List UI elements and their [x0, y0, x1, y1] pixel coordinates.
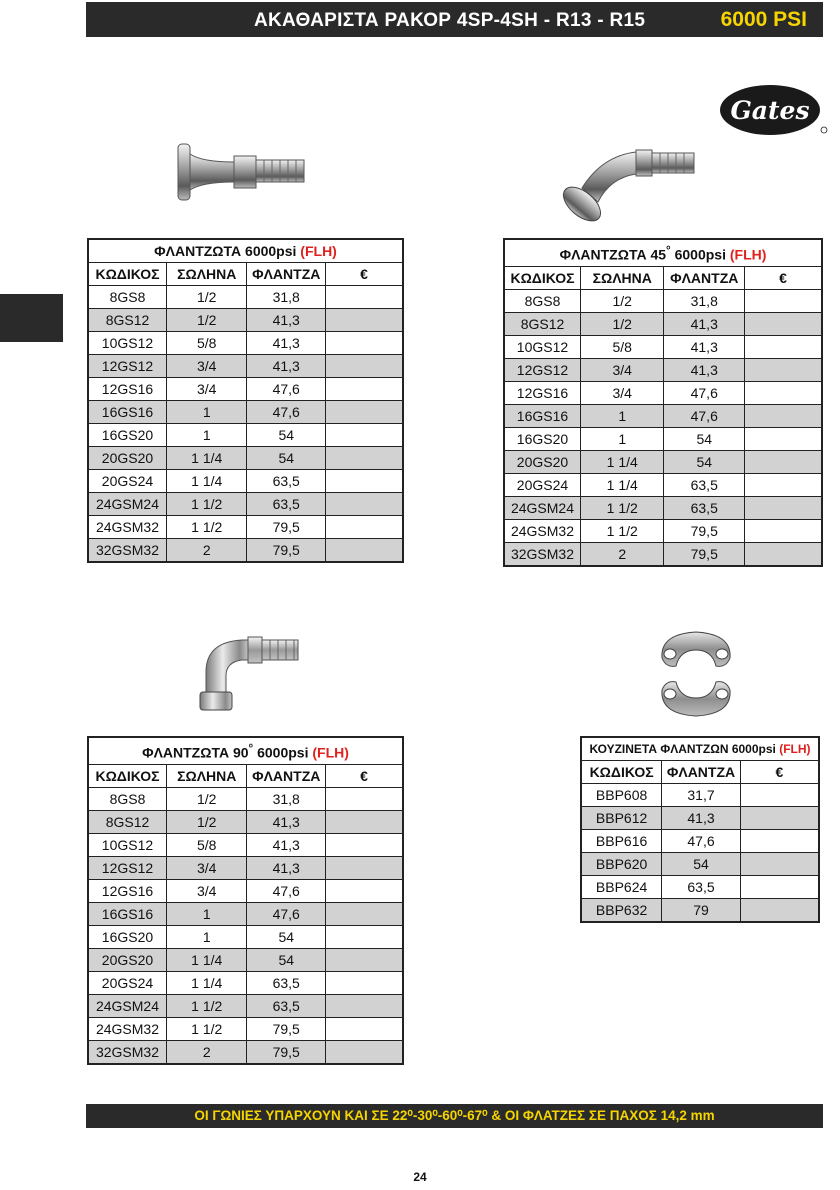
cell-code: 10GS12	[88, 332, 166, 355]
table-row	[581, 830, 819, 853]
cell-code: 8GS12	[88, 810, 166, 833]
cell-code: 24GSM32	[504, 519, 580, 542]
cell-code: 12GS16	[88, 378, 166, 401]
cell-flange: 47,6	[664, 404, 745, 427]
cell-code: BBP616	[581, 830, 662, 853]
gates-logo	[718, 82, 828, 138]
cell-price	[744, 404, 822, 427]
table-row	[88, 1017, 403, 1040]
cell-flange: 41,3	[247, 332, 325, 355]
cell-flange: 47,6	[664, 381, 745, 404]
cell-price	[325, 493, 403, 516]
cell-price	[744, 519, 822, 542]
col-price: €	[325, 263, 403, 286]
cell-hose: 3/4	[580, 358, 664, 381]
table-row	[88, 355, 403, 378]
cell-code: 32GSM32	[504, 542, 580, 566]
cell-code: 24GSM24	[88, 994, 166, 1017]
cell-hose: 1 1/2	[166, 516, 247, 539]
flange-90-fitting-table	[87, 736, 404, 1065]
cell-hose: 1/2	[166, 787, 247, 810]
cell-price	[744, 473, 822, 496]
cell-hose: 1/2	[166, 309, 247, 332]
cell-flange: 31,8	[664, 289, 745, 312]
table-row	[88, 879, 403, 902]
straight-flange-fitting-image	[172, 140, 312, 204]
cell-code: BBP612	[581, 807, 662, 830]
table-row	[504, 473, 822, 496]
cell-price	[325, 856, 403, 879]
footer-note: ΟΙ ΓΩΝΙΕΣ ΥΠΑΡΧΟΥΝ ΚΑΙ ΣΕ 22⁰-30⁰-60⁰-67⁰ & ΟΙ ΦΛΑΤΖΕΣ ΣΕ ΠΑΧΟΣ 14,2 mm	[86, 1104, 823, 1128]
cell-code: 16GS20	[88, 925, 166, 948]
cell-hose: 3/4	[166, 856, 247, 879]
cell-price	[744, 542, 822, 566]
cell-code: 16GS20	[88, 424, 166, 447]
table-row	[88, 833, 403, 856]
table-row	[88, 401, 403, 424]
cell-price	[325, 424, 403, 447]
cell-code: 8GS8	[504, 289, 580, 312]
table-row	[88, 994, 403, 1017]
table-row	[504, 450, 822, 473]
col-code: ΚΩΔΙΚΟΣ	[504, 266, 580, 289]
col-code: ΚΩΔΙΚΟΣ	[88, 764, 166, 787]
cell-hose: 3/4	[166, 378, 247, 401]
col-price: €	[740, 761, 819, 784]
cell-code: 20GS24	[88, 971, 166, 994]
cell-flange: 54	[662, 853, 741, 876]
cell-flange: 41,3	[664, 358, 745, 381]
cell-flange: 31,8	[247, 787, 325, 810]
cell-hose: 1 1/4	[166, 971, 247, 994]
cell-price	[740, 853, 819, 876]
cell-flange: 41,3	[664, 335, 745, 358]
cell-price	[744, 450, 822, 473]
cell-price	[325, 833, 403, 856]
col-flange: ΦΛΑΝΤΖΑ	[662, 761, 741, 784]
table-caption: ΦΛΑΝΤΖΩΤΑ 45° 6000psi (FLH)	[504, 239, 822, 266]
cell-price	[744, 335, 822, 358]
cell-hose: 1 1/4	[166, 948, 247, 971]
table-row	[581, 807, 819, 830]
cell-flange: 54	[247, 447, 325, 470]
col-hose: ΣΩΛΗΝΑ	[166, 263, 247, 286]
cell-flange: 63,5	[247, 493, 325, 516]
table-row	[88, 378, 403, 401]
cell-flange: 41,3	[247, 810, 325, 833]
header-banner	[86, 2, 823, 37]
table-row	[88, 516, 403, 539]
table-row	[504, 519, 822, 542]
table-row	[504, 381, 822, 404]
cell-flange: 47,6	[247, 902, 325, 925]
table-row	[581, 784, 819, 807]
cell-flange: 54	[247, 424, 325, 447]
flange-fitting-table	[87, 238, 404, 563]
cell-flange: 79,5	[247, 1040, 325, 1064]
cell-hose: 1 1/2	[166, 1017, 247, 1040]
cell-flange: 41,3	[247, 309, 325, 332]
cell-price	[325, 810, 403, 833]
cell-price	[325, 447, 403, 470]
cell-flange: 54	[664, 427, 745, 450]
cell-flange: 79,5	[247, 516, 325, 539]
cell-hose: 3/4	[166, 355, 247, 378]
flange-45-fitting-table	[503, 238, 823, 567]
table-row	[581, 876, 819, 899]
cell-price	[325, 378, 403, 401]
cell-price	[325, 332, 403, 355]
cell-code: BBP632	[581, 899, 662, 923]
cell-flange: 41,3	[247, 355, 325, 378]
cell-flange: 47,6	[662, 830, 741, 853]
cell-hose: 1/2	[580, 312, 664, 335]
table-row	[504, 404, 822, 427]
cell-code: 20GS20	[504, 450, 580, 473]
table-row	[504, 335, 822, 358]
cell-hose: 1	[580, 404, 664, 427]
cell-flange: 47,6	[247, 378, 325, 401]
cell-flange: 41,3	[662, 807, 741, 830]
cell-code: 20GS20	[88, 447, 166, 470]
cell-hose: 5/8	[166, 833, 247, 856]
cell-code: 32GSM32	[88, 1040, 166, 1064]
side-tab	[0, 294, 63, 342]
table-row	[88, 470, 403, 493]
table-row	[88, 332, 403, 355]
cell-code: 12GS12	[88, 856, 166, 879]
cell-code: BBP624	[581, 876, 662, 899]
col-price: €	[744, 266, 822, 289]
table-caption: ΦΛΑΝΤΖΩΤΑ 90° 6000psi (FLH)	[88, 737, 403, 764]
cell-code: 12GS12	[88, 355, 166, 378]
cell-flange: 63,5	[247, 994, 325, 1017]
cell-code: 12GS16	[88, 879, 166, 902]
cell-hose: 5/8	[580, 335, 664, 358]
cell-code: 24GSM24	[88, 493, 166, 516]
cell-hose: 1	[166, 424, 247, 447]
cell-flange: 63,5	[247, 470, 325, 493]
cell-flange: 79,5	[247, 1017, 325, 1040]
cell-hose: 1 1/2	[580, 496, 664, 519]
cell-flange: 41,3	[664, 312, 745, 335]
page-title: ΑΚΑΘΑΡΙΣΤΑ ΡΑΚΟΡ 4SP-4SH - R13 - R15	[254, 10, 646, 31]
cell-price	[744, 496, 822, 519]
cell-flange: 54	[247, 925, 325, 948]
table-row	[581, 853, 819, 876]
cell-price	[744, 289, 822, 312]
cell-flange: 47,6	[247, 401, 325, 424]
table-row	[581, 899, 819, 923]
table-row	[88, 447, 403, 470]
cell-hose: 1/2	[166, 286, 247, 309]
table-row	[88, 856, 403, 879]
cell-price	[325, 902, 403, 925]
col-hose: ΣΩΛΗΝΑ	[166, 764, 247, 787]
flange-clamp-table	[580, 736, 820, 923]
cell-flange: 79,5	[664, 519, 745, 542]
cell-flange: 79,5	[247, 539, 325, 563]
cell-code: 10GS12	[504, 335, 580, 358]
cell-flange: 41,3	[247, 833, 325, 856]
cell-flange: 54	[247, 948, 325, 971]
cell-price	[325, 994, 403, 1017]
cell-hose: 5/8	[166, 332, 247, 355]
cell-code: 20GS24	[88, 470, 166, 493]
cell-hose: 2	[166, 1040, 247, 1064]
page-number: 24	[413, 1170, 427, 1184]
cell-price	[325, 470, 403, 493]
col-hose: ΣΩΛΗΝΑ	[580, 266, 664, 289]
cell-price	[325, 516, 403, 539]
table-row	[88, 925, 403, 948]
cell-hose: 1	[580, 427, 664, 450]
cell-code: 16GS16	[504, 404, 580, 427]
cell-price	[740, 784, 819, 807]
cell-price	[325, 355, 403, 378]
table-row	[88, 493, 403, 516]
cell-hose: 1 1/4	[580, 450, 664, 473]
cell-code: 10GS12	[88, 833, 166, 856]
table-caption: ΦΛΑΝΤΖΩΤΑ 6000psi (FLH)	[88, 239, 403, 263]
cell-price	[744, 427, 822, 450]
table-row	[88, 971, 403, 994]
table-row	[88, 810, 403, 833]
cell-code: 16GS20	[504, 427, 580, 450]
col-price: €	[325, 764, 403, 787]
cell-code: 24GSM32	[88, 516, 166, 539]
cell-hose: 1 1/2	[166, 493, 247, 516]
cell-flange: 63,5	[664, 473, 745, 496]
table-row	[88, 309, 403, 332]
cell-flange: 79	[662, 899, 741, 923]
cell-price	[740, 830, 819, 853]
table-row	[504, 289, 822, 312]
col-flange: ΦΛΑΝΤΖΑ	[664, 266, 745, 289]
cell-hose: 3/4	[166, 879, 247, 902]
cell-price	[740, 807, 819, 830]
cell-hose: 3/4	[580, 381, 664, 404]
cell-hose: 1	[166, 902, 247, 925]
col-flange: ΦΛΑΝΤΖΑ	[247, 263, 325, 286]
cell-price	[325, 925, 403, 948]
cell-flange: 63,5	[662, 876, 741, 899]
cell-code: 12GS16	[504, 381, 580, 404]
table-row	[88, 902, 403, 925]
flange-clamp-halves-image	[656, 628, 736, 718]
cell-price	[325, 401, 403, 424]
cell-price	[325, 309, 403, 332]
cell-price	[740, 876, 819, 899]
cell-hose: 1 1/4	[166, 447, 247, 470]
cell-price	[744, 312, 822, 335]
table-row	[88, 424, 403, 447]
cell-flange: 63,5	[664, 496, 745, 519]
table-row	[88, 539, 403, 563]
table-row	[88, 948, 403, 971]
cell-code: 20GS24	[504, 473, 580, 496]
cell-price	[325, 879, 403, 902]
cell-code: 8GS8	[88, 286, 166, 309]
cell-code: 32GSM32	[88, 539, 166, 563]
cell-price	[325, 539, 403, 563]
cell-price	[744, 381, 822, 404]
cell-code: 8GS8	[88, 787, 166, 810]
col-code: ΚΩΔΙΚΟΣ	[581, 761, 662, 784]
cell-hose: 1	[166, 925, 247, 948]
table-row	[88, 1040, 403, 1064]
col-flange: ΦΛΑΝΤΖΑ	[247, 764, 325, 787]
table-row	[504, 542, 822, 566]
cell-hose: 1 1/2	[580, 519, 664, 542]
45-degree-flange-fitting-image	[552, 140, 702, 230]
cell-flange: 63,5	[247, 971, 325, 994]
cell-code: BBP620	[581, 853, 662, 876]
cell-price	[325, 787, 403, 810]
cell-price	[325, 286, 403, 309]
cell-flange: 54	[664, 450, 745, 473]
cell-flange: 41,3	[247, 856, 325, 879]
table-row	[88, 787, 403, 810]
cell-price	[740, 899, 819, 923]
cell-price	[325, 1040, 403, 1064]
cell-hose: 1 1/4	[580, 473, 664, 496]
cell-hose: 1/2	[580, 289, 664, 312]
cell-price	[325, 948, 403, 971]
cell-code: 16GS16	[88, 401, 166, 424]
cell-code: 12GS12	[504, 358, 580, 381]
cell-hose: 1 1/4	[166, 470, 247, 493]
cell-code: 8GS12	[504, 312, 580, 335]
pressure-rating: 6000 PSI	[720, 8, 807, 31]
cell-flange: 31,8	[247, 286, 325, 309]
cell-flange: 47,6	[247, 879, 325, 902]
cell-hose: 1	[166, 401, 247, 424]
cell-code: 16GS16	[88, 902, 166, 925]
cell-code: 24GSM24	[504, 496, 580, 519]
cell-price	[325, 1017, 403, 1040]
cell-price	[744, 358, 822, 381]
cell-code: BBP608	[581, 784, 662, 807]
cell-hose: 1/2	[166, 810, 247, 833]
table-row	[504, 427, 822, 450]
cell-code: 20GS20	[88, 948, 166, 971]
table-row	[88, 286, 403, 309]
90-degree-flange-fitting-image	[192, 632, 304, 718]
cell-hose: 2	[166, 539, 247, 563]
cell-price	[325, 971, 403, 994]
cell-hose: 2	[580, 542, 664, 566]
svg-text:Gates: Gates	[730, 96, 810, 125]
table-row	[504, 496, 822, 519]
cell-hose: 1 1/2	[166, 994, 247, 1017]
table-row	[504, 358, 822, 381]
table-row	[504, 312, 822, 335]
cell-flange: 31,7	[662, 784, 741, 807]
cell-code: 8GS12	[88, 309, 166, 332]
col-code: ΚΩΔΙΚΟΣ	[88, 263, 166, 286]
cell-code: 24GSM32	[88, 1017, 166, 1040]
table-caption: ΚΟΥΖΙΝΕΤΑ ΦΛΑΝΤΖΩΝ 6000psi (FLH)	[581, 737, 819, 761]
cell-flange: 79,5	[664, 542, 745, 566]
